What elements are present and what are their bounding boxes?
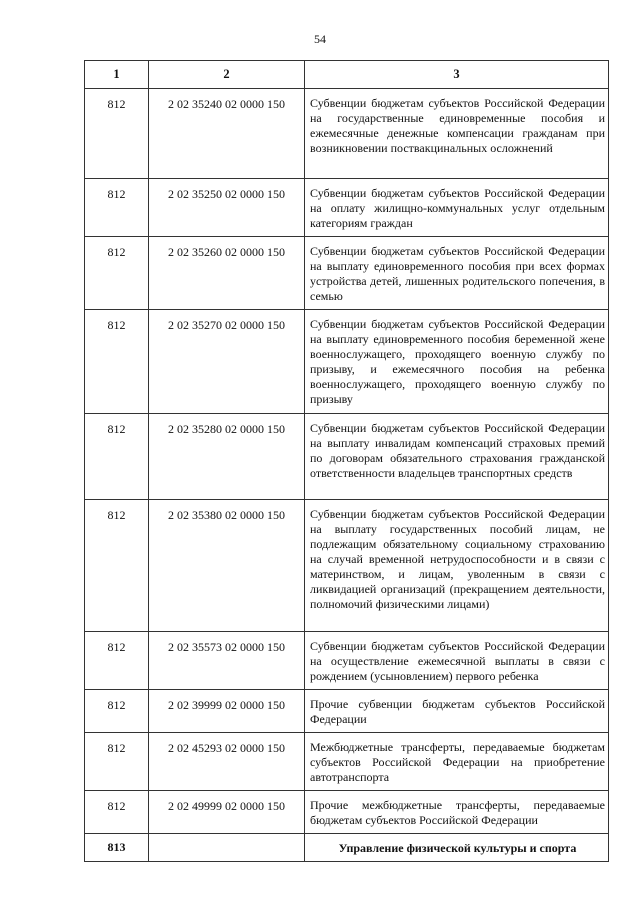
admin-code: 812 xyxy=(85,310,149,414)
table-row xyxy=(85,733,609,791)
table-row xyxy=(85,791,609,834)
section-title: Управление физической культуры и спорта xyxy=(305,834,609,862)
income-description: Субвенции бюджетам субъектов Российской Федерации на выплату государственных пособий лицам, не подлежащим обязательному социальному страхованию на случай временной нетрудоспособности и в связи с материнством, и лицам, уволенным в связи с ликвидацией организаций (прекращением деятельности, полномочий физическими лицами) xyxy=(305,500,609,632)
income-description: Субвенции бюджетам субъектов Российской Федерации на выплату единовременного пособия беременной жене военнослужащего, проходящего военную службу по призыву, и ежемесячного пособия на ребенка военнослужащего, проходящего военную службу по призыву xyxy=(305,310,609,414)
income-description: Субвенции бюджетам субъектов Российской Федерации на оплату жилищно-коммунальных услуг отдельным категориям граждан xyxy=(305,179,609,237)
budget-code: 2 02 35260 02 0000 150 xyxy=(149,237,305,310)
table-row xyxy=(85,310,609,414)
budget-code: 2 02 49999 02 0000 150 xyxy=(149,791,305,834)
table-row xyxy=(85,500,609,632)
table-row xyxy=(85,89,609,179)
admin-code: 812 xyxy=(85,791,149,834)
income-description: Субвенции бюджетам субъектов Российской Федерации на выплату единовременного пособия при всех формах устройства детей, лишенных родительского попечения, в семью xyxy=(305,237,609,310)
income-description: Прочие субвенции бюджетам субъектов Российской Федерации xyxy=(305,690,609,733)
table-row xyxy=(85,690,609,733)
admin-code: 812 xyxy=(85,179,149,237)
header-col-2: 2 xyxy=(149,61,305,89)
admin-code: 812 xyxy=(85,414,149,500)
section-row xyxy=(85,834,609,862)
income-description: Прочие межбюджетные трансферты, передаваемые бюджетам субъектов Российской Федерации xyxy=(305,791,609,834)
admin-code: 813 xyxy=(85,834,149,862)
table-row xyxy=(85,632,609,690)
admin-code: 812 xyxy=(85,237,149,310)
table-row xyxy=(85,414,609,500)
header-col-1: 1 xyxy=(85,61,149,89)
budget-code: 2 02 35250 02 0000 150 xyxy=(149,179,305,237)
budget-table xyxy=(84,60,609,862)
table-header-row xyxy=(85,61,609,89)
table-row xyxy=(85,237,609,310)
budget-code: 2 02 39999 02 0000 150 xyxy=(149,690,305,733)
income-description: Субвенции бюджетам субъектов Российской Федерации на выплату инвалидам компенсаций страховых премий по договорам обязательного страхования гражданской ответственности владельцев транспортных средств xyxy=(305,414,609,500)
table-row xyxy=(85,179,609,237)
admin-code: 812 xyxy=(85,89,149,179)
budget-code: 2 02 35380 02 0000 150 xyxy=(149,500,305,632)
income-description: Межбюджетные трансферты, передаваемые бюджетам субъектов Российской Федерации на приобретение автотранспорта xyxy=(305,733,609,791)
budget-code: 2 02 35280 02 0000 150 xyxy=(149,414,305,500)
budget-code: 2 02 35240 02 0000 150 xyxy=(149,89,305,179)
admin-code: 812 xyxy=(85,632,149,690)
budget-code: 2 02 45293 02 0000 150 xyxy=(149,733,305,791)
page-number: 54 xyxy=(314,32,326,46)
income-description: Субвенции бюджетам субъектов Российской Федерации на осуществление ежемесячной выплаты в связи с рождением (усыновлением) первого ребенка xyxy=(305,632,609,690)
budget-code xyxy=(149,834,305,862)
header-col-3: 3 xyxy=(305,61,609,89)
admin-code: 812 xyxy=(85,733,149,791)
income-description: Субвенции бюджетам субъектов Российской Федерации на государственные единовременные пособия и ежемесячные денежные компенсации гражданам при возникновении поствакцинальных осложнений xyxy=(305,89,609,179)
admin-code: 812 xyxy=(85,500,149,632)
admin-code: 812 xyxy=(85,690,149,733)
budget-code: 2 02 35573 02 0000 150 xyxy=(149,632,305,690)
budget-code: 2 02 35270 02 0000 150 xyxy=(149,310,305,414)
